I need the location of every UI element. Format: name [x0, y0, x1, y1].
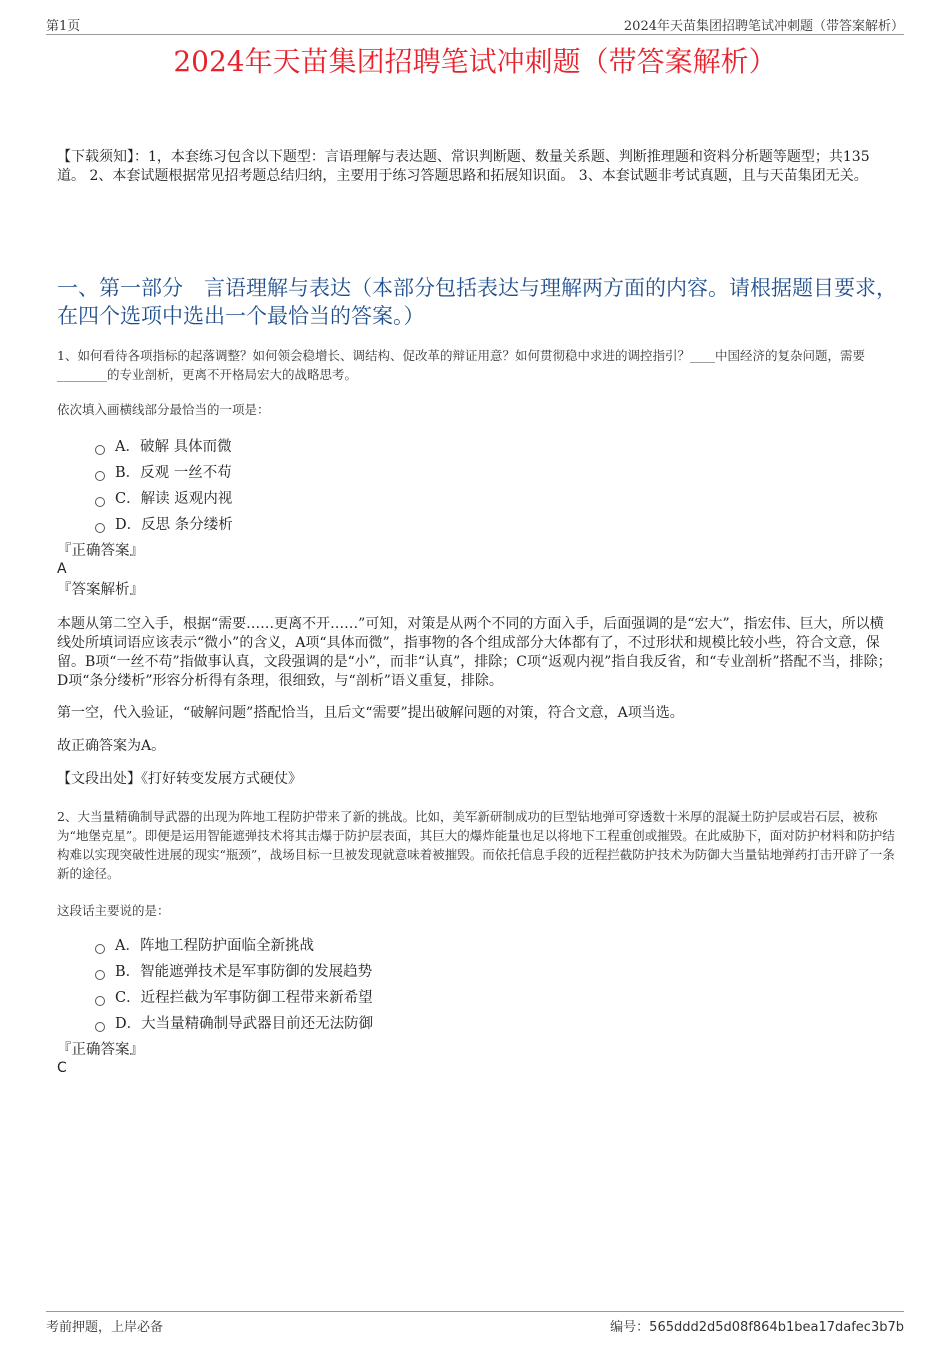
section-heading: 一、第一部分 言语理解与表达（本部分包括表达与理解两方面的内容。请根据题目要求，在四个选项中选出一个最恰当的答案。）	[57, 276, 897, 328]
option-c[interactable]: C．解读 返观内视	[95, 486, 233, 512]
question-2-prompt: 这段话主要说的是：	[57, 903, 170, 918]
option-d[interactable]: D．反思 条分缕析	[95, 512, 233, 538]
radio-icon[interactable]	[95, 996, 105, 1006]
radio-icon[interactable]	[95, 497, 105, 507]
radio-icon[interactable]	[95, 1022, 105, 1032]
analysis-paragraph: 故正确答案为A。	[57, 738, 166, 754]
page-footer	[46, 1311, 904, 1334]
footer-slogan: 考前押题，上岸必备	[46, 1320, 164, 1335]
question-2-stem: 2、大当量精确制导武器的出现为阵地工程防护带来了新的挑战。比如，美军新研制成功的巨型钻地弹可穿透数十米厚的混凝土防护层或岩石层，被称为“地堡克星”。即便是运用智能遮弹技术将其击爆于防护层表面，其巨大的爆炸能量也足以将地下工程重创或摧毁。在此威胁下，面对防护材料和防护结构难以实现突破性进展的现实“瓶颈”，战场目标一旦被发现就意味着被摧毁。而依托信息手段的近程拦截防护技术为防御大当量钻地弹药打击开辟了一条新的途径。	[57, 809, 895, 881]
option-d[interactable]: D．大当量精确制导武器目前还无法防御	[95, 1011, 373, 1037]
question-1-stem: 1、如何看待各项指标的起落调整？如何领会稳增长、调结构、促改革的辩证用意？如何贯彻稳中求进的调控指引？____中国经济的复杂问题，需要________的专业剖析，更离不开格局宏大的战略思考。	[57, 348, 865, 382]
question-1-prompt: 依次填入画横线部分最恰当的一项是：	[57, 402, 270, 417]
correct-answer: A	[57, 561, 67, 577]
correct-answer-label: 『正确答案』	[57, 543, 144, 559]
analysis-label: 『答案解析』	[57, 582, 144, 598]
analysis-paragraph: 第一空，代入验证，“破解问题”搭配恰当，且后文“需要”提出破解问题的对策，符合文意，A项当选。	[57, 705, 684, 721]
document-code: 编号：565ddd2d5d08f864b1bea17dafec3b7b	[610, 1320, 904, 1335]
radio-icon[interactable]	[95, 944, 105, 954]
option-a[interactable]: A．阵地工程防护面临全新挑战	[95, 933, 373, 959]
document-title: 2024年天苗集团招聘笔试冲刺题（带答案解析）	[173, 45, 777, 78]
radio-icon[interactable]	[95, 445, 105, 455]
passage-source: 【文段出处】《打好转变发展方式硬仗》	[57, 771, 302, 787]
analysis-paragraph: 本题从第二空入手，根据“需要……更离不开……”可知，对策是从两个不同的方面入手，后面强调的是“宏大”，指宏伟、巨大，所以横线处所填词语应该表示“微小”的含义，A项“具体而微”，指事物的各个组成部分大体都有了，不过形状和规模比较小些，符合文意，保留。B项“一丝不苟”指做事认真，文段强调的是“小”，而非“认真”，排除；C项“返观内视”指自我反省，和“专业剖析”搭配不当，排除；D项“条分缕析”形容分析得有条理，很细致，与“剖析”语义重复，排除。	[57, 616, 892, 689]
correct-answer: C	[57, 1060, 67, 1076]
question-2-options	[95, 933, 373, 1037]
correct-answer-label: 『正确答案』	[57, 1042, 144, 1058]
radio-icon[interactable]	[95, 471, 105, 481]
radio-icon[interactable]	[95, 970, 105, 980]
option-b[interactable]: B．反观 一丝不苟	[95, 460, 233, 486]
download-notice: 【下载须知】：1，本套练习包含以下题型：言语理解与表达题、常识判断题、数量关系题、判断推理题和资料分析题等题型；共135道。 2、本套试题根据常见招考题总结归纳，主要用于练习答题思路和拓展知识面。 3、本套试题非考试真题，且与天苗集团无关。	[57, 149, 870, 184]
page-number: 第1页	[46, 19, 81, 34]
page-header	[46, 12, 904, 35]
option-c[interactable]: C．近程拦截为军事防御工程带来新希望	[95, 985, 373, 1011]
radio-icon[interactable]	[95, 523, 105, 533]
option-b[interactable]: B．智能遮弹技术是军事防御的发展趋势	[95, 959, 373, 985]
option-a[interactable]: A．破解 具体而微	[95, 434, 233, 460]
header-doc-title: 2024年天苗集团招聘笔试冲刺题（带答案解析）	[623, 19, 904, 34]
question-1-options	[95, 434, 233, 538]
